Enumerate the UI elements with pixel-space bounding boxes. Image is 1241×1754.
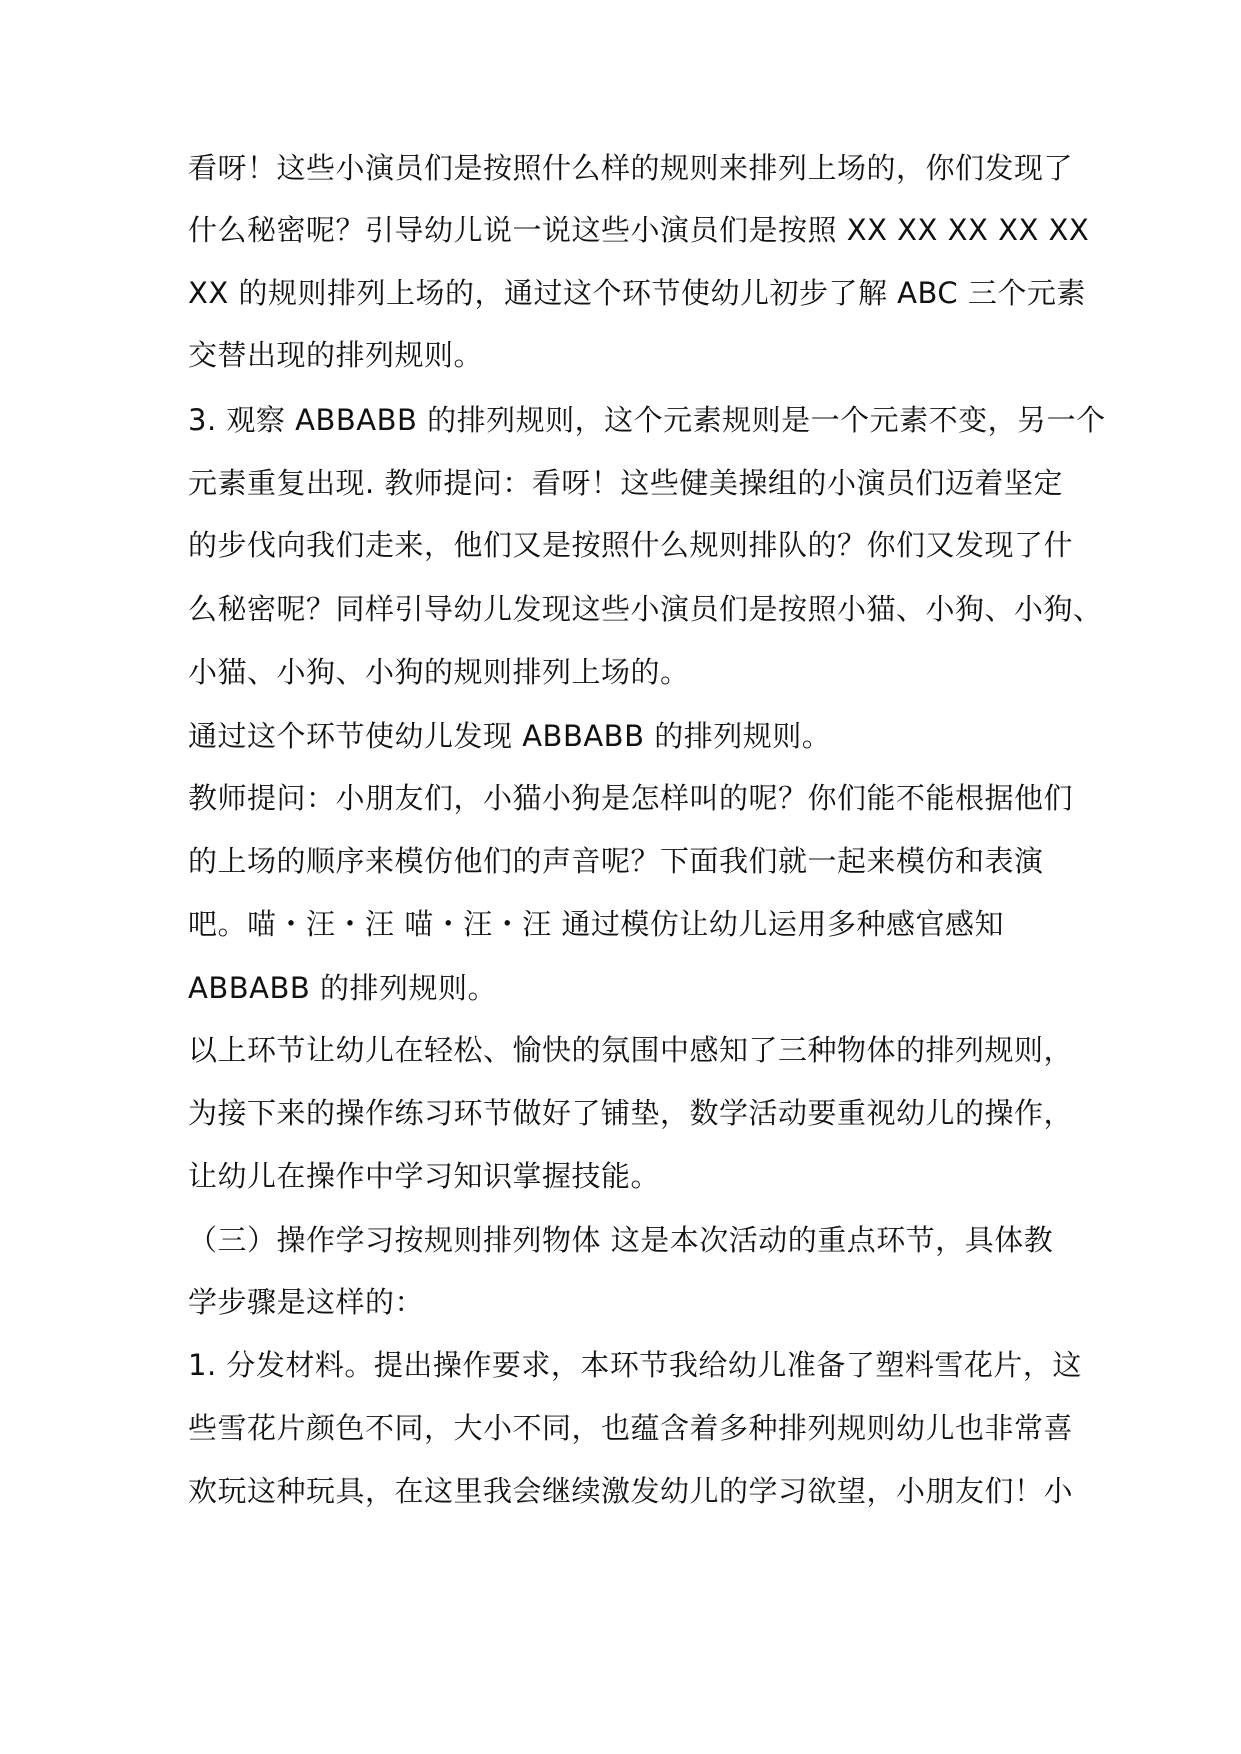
text-line: 欢玩这种玩具，在这里我会继续激发幼儿的学习欲望，小朋友们！小 bbox=[188, 1474, 1074, 1508]
text-line: 的步伐向我们走来，他们又是按照什么规则排队的？你们又发现了什 bbox=[188, 528, 1074, 562]
text-line: XX 的规则排列上场的，通过这个环节使幼儿初步了解 ABC 三个元素 bbox=[188, 276, 1086, 310]
text-line: 以上环节让幼儿在轻松、愉快的氛围中感知了三种物体的排列规则， bbox=[188, 1033, 1074, 1067]
text-line: 通过这个环节使幼儿发现 ABBABB 的排列规则。 bbox=[188, 719, 832, 753]
text-line: 交替出现的排列规则。 bbox=[188, 338, 484, 372]
text-line: 让幼儿在操作中学习知识掌握技能。 bbox=[188, 1159, 661, 1193]
text-line: 1. 分发材料。提出操作要求，本环节我给幼儿准备了塑料雪花片，这 bbox=[188, 1348, 1082, 1382]
text-line: 看呀！这些小演员们是按照什么样的规则来排列上场的，你们发现了 bbox=[188, 151, 1074, 185]
text-line: 些雪花片颜色不同，大小不同，也蕴含着多种排列规则幼儿也非常喜 bbox=[188, 1411, 1074, 1445]
text-line: 什么秘密呢？引导幼儿说一说这些小演员们是按照 XX XX XX XX XX bbox=[188, 213, 1090, 247]
text-line: 吧。喵・汪・汪 喵・汪・汪 通过模仿让幼儿运用多种感官感知 bbox=[188, 907, 1004, 941]
text-line: 么秘密呢？同样引导幼儿发现这些小演员们是按照小猫、小狗、小狗、 bbox=[188, 592, 1103, 626]
text-line: 教师提问：小朋友们，小猫小狗是怎样叫的呢？你们能不能根据他们 bbox=[188, 781, 1074, 815]
text-line: 3. 观察 ABBABB 的排列规则，这个元素规则是一个元素不变，另一个 bbox=[188, 403, 1106, 437]
text-line: 的上场的顺序来模仿他们的声音呢？下面我们就一起来模仿和表演 bbox=[188, 844, 1044, 878]
text-line: ABBABB 的排列规则。 bbox=[188, 971, 497, 1005]
text-line: 小猫、小狗、小狗的规则排列上场的。 bbox=[188, 655, 690, 689]
text-line: 为接下来的操作练习环节做好了铺垫，数学活动要重视幼儿的操作， bbox=[188, 1096, 1074, 1130]
text-line: 学步骤是这样的： bbox=[188, 1285, 425, 1319]
text-line: 元素重复出现. 教师提问：看呀！这些健美操组的小演员们迈着坚定 bbox=[188, 466, 1063, 500]
text-line: （三）操作学习按规则排列物体 这是本次活动的重点环节，具体教 bbox=[188, 1223, 1054, 1257]
